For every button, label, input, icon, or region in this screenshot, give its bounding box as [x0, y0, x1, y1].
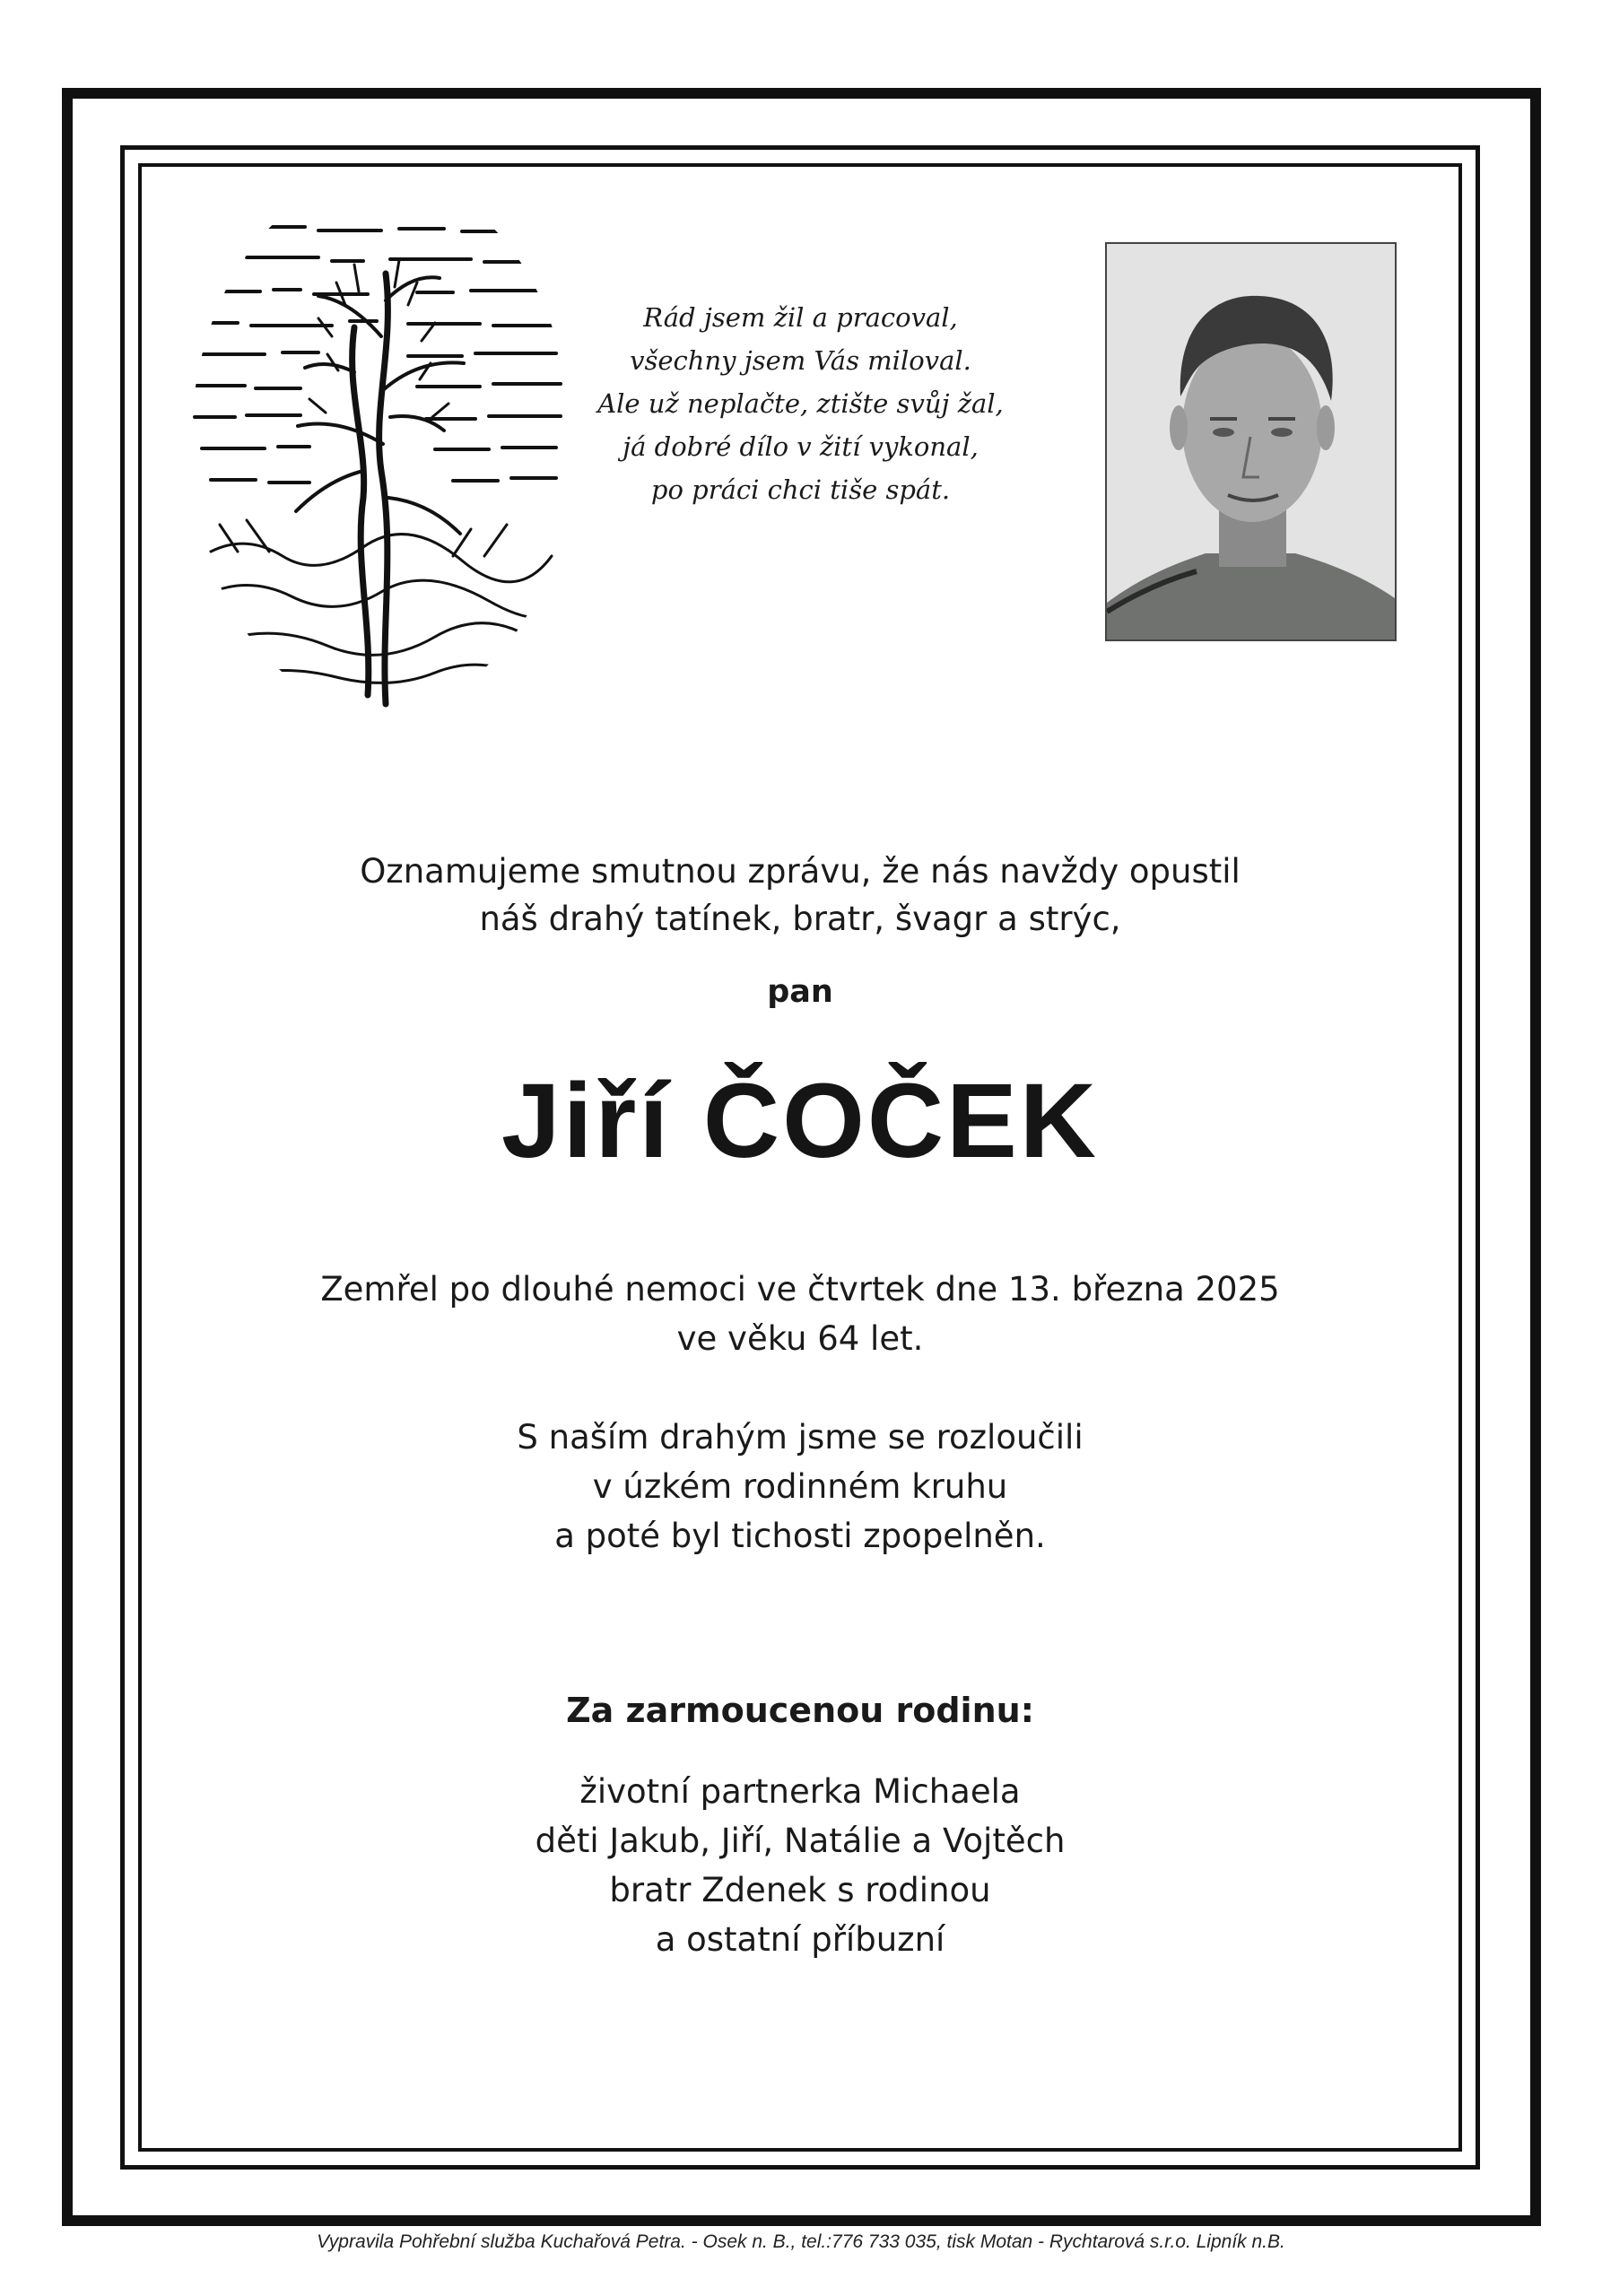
poem-line: já dobré dílo v žití vykonal,	[623, 431, 979, 462]
family-line: životní partnerka Michaela	[579, 1772, 1021, 1811]
family-line: a ostatní příbuzní	[655, 1920, 945, 1959]
death-details	[138, 1265, 1462, 1363]
death-line: Zemřel po dlouhé nemoci ve čtvrtek dne 13. března 2025	[320, 1270, 1280, 1309]
announcement-line: náš drahý tatínek, bratr, švagr a strýc,	[479, 900, 1121, 938]
poem	[574, 296, 1027, 511]
farewell-text	[138, 1413, 1462, 1561]
portrait-photo	[1105, 242, 1397, 641]
tree-illustration	[184, 175, 579, 726]
poem-line: Rád jsem žil a pracoval,	[643, 302, 958, 333]
deceased-name: Jiří ČOČEK	[501, 1062, 1100, 1180]
announcement-text	[138, 848, 1462, 943]
poem-line: všechny jsem Vás miloval.	[630, 345, 971, 376]
footer-credits: Vypravila Pohřební služba Kuchařová Petra. - Osek n. B., tel.:776 733 035, tisk Motan - Rychtarová s.r.o. Lipník n.B.	[317, 2231, 1285, 2252]
farewell-line: v úzkém rodinném kruhu	[592, 1467, 1008, 1506]
honorific: pan	[767, 974, 833, 1010]
poem-line: Ale už neplačte, ztište svůj žal,	[597, 388, 1004, 419]
family-list	[138, 1767, 1462, 1964]
portrait-drawing	[1107, 244, 1395, 639]
family-line: bratr Zdenek s rodinou	[609, 1871, 991, 1909]
poem-line: po práci chci tiše spát.	[650, 474, 951, 505]
family-heading: Za zarmoucenou rodinu:	[566, 1691, 1034, 1730]
death-line: ve věku 64 let.	[676, 1319, 924, 1358]
announcement-line: Oznamujeme smutnou zprávu, že nás navždy opustil	[360, 852, 1241, 891]
farewell-line: S naším drahým jsme se rozloučili	[517, 1418, 1084, 1457]
family-line: děti Jakub, Jiří, Natálie a Vojtěch	[535, 1822, 1066, 1860]
farewell-line: a poté byl tichosti zpopelněn.	[554, 1517, 1046, 1555]
